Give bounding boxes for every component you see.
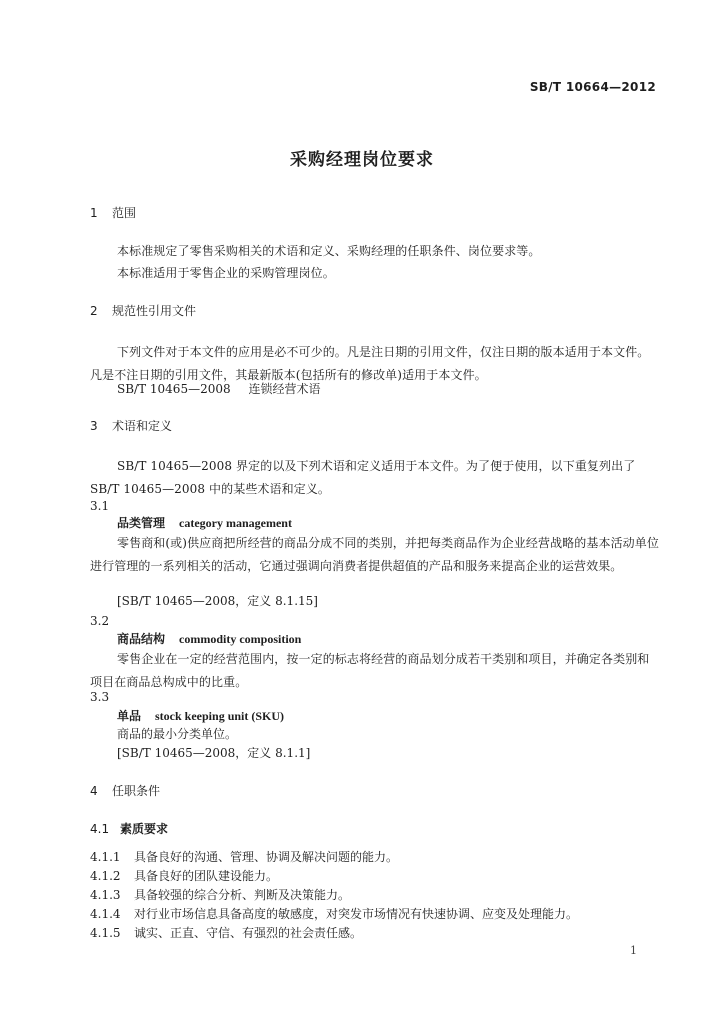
term-3-3-source: [SB/T 10465—2008，定义 8.1.1]	[117, 746, 311, 760]
section-title: 范围	[112, 206, 137, 220]
section-4-heading	[90, 783, 160, 799]
term-zh: 单品	[117, 709, 142, 723]
section-number: 3	[90, 419, 98, 433]
term-3-1-number: 3.1	[90, 499, 110, 513]
page-number: 1	[630, 944, 637, 957]
subsection-4-1-heading	[90, 821, 168, 837]
term-3-2-definition: 零售企业在一定的经营范围内，按一定的标志将经营的商品划分成若干类别和项目，并确定各类别和项目在商品总构成中的比重。	[90, 652, 650, 689]
list-item	[90, 906, 578, 922]
term-3-1-heading	[117, 515, 292, 531]
term-3-2-heading	[117, 631, 301, 647]
section-title: 规范性引用文件	[112, 304, 197, 318]
term-en: stock keeping unit (SKU)	[155, 709, 285, 723]
term-en: category management	[179, 516, 292, 530]
section-number: 1	[90, 206, 98, 220]
item-number: 4.1.5	[90, 926, 121, 940]
term-3-3-number: 3.3	[90, 690, 110, 704]
item-number: 4.1.1	[90, 850, 121, 864]
item-text: 具备较强的综合分析、判断及决策能力。	[134, 888, 351, 902]
item-text: 对行业市场信息具备高度的敏感度，对突发市场情况有快速协调、应变及处理能力。	[134, 907, 579, 921]
section-1-paragraph-1: 本标准规定了零售采购相关的术语和定义、采购经理的任职条件、岗位要求等。	[117, 244, 541, 258]
term-3-1-source: [SB/T 10465—2008，定义 8.1.15]	[117, 594, 318, 608]
item-text: 诚实、正直、守信、有强烈的社会责任感。	[134, 926, 363, 940]
section-title: 术语和定义	[112, 419, 173, 433]
section-title: 任职条件	[112, 784, 161, 798]
item-number: 4.1.4	[90, 907, 121, 921]
section-2-paragraph-1: 下列文件对于本文件的应用是必不可少的。凡是注日期的引用文件，仅注日期的版本适用于本文件。凡是不注日期的引用文件，其最新版本(包括所有的修改单)适用于本文件。	[90, 345, 650, 382]
item-text: 具备良好的团队建设能力。	[134, 869, 279, 883]
list-item	[90, 849, 398, 865]
list-item	[90, 925, 362, 941]
normative-reference	[117, 381, 320, 397]
term-3-3-heading	[117, 708, 284, 724]
section-number: 2	[90, 304, 98, 318]
term-3-2-number: 3.2	[90, 614, 110, 628]
document-code: SB/T 10664—2012	[529, 80, 656, 94]
section-3-heading	[90, 418, 172, 434]
section-1-paragraph-2: 本标准适用于零售企业的采购管理岗位。	[117, 266, 335, 280]
term-zh: 商品结构	[117, 632, 166, 646]
section-3-paragraph-1: SB/T 10465—2008 界定的以及下列术语和定义适用于本文件。为了便于使用，以下重复列出了SB/T 10465—2008 中的某些术语和定义。	[90, 459, 636, 496]
subsection-number: 4.1	[90, 822, 110, 836]
section-1-heading	[90, 205, 136, 221]
list-item	[90, 868, 278, 884]
term-3-1-definition: 零售商和(或)供应商把所经营的商品分成不同的类别，并把每类商品作为企业经营战略的基本活动单位进行管理的一系列相关的活动，它通过强调向消费者提供超值的产品和服务来提高企业的运营效果。	[90, 536, 659, 573]
term-en: commodity composition	[179, 632, 302, 646]
item-number: 4.1.2	[90, 869, 121, 883]
term-zh: 品类管理	[117, 516, 166, 530]
section-2-heading	[90, 303, 196, 319]
list-item	[90, 887, 350, 903]
reference-code: SB/T 10465—2008	[117, 382, 231, 396]
item-number: 4.1.3	[90, 888, 121, 902]
subsection-title: 素质要求	[120, 822, 169, 836]
section-number: 4	[90, 784, 98, 798]
term-3-3-definition: 商品的最小分类单位。	[117, 727, 238, 741]
reference-title: 连锁经营术语	[248, 382, 321, 396]
document-title: 采购经理岗位要求	[290, 150, 434, 170]
item-text: 具备良好的沟通、管理、协调及解决问题的能力。	[134, 850, 399, 864]
